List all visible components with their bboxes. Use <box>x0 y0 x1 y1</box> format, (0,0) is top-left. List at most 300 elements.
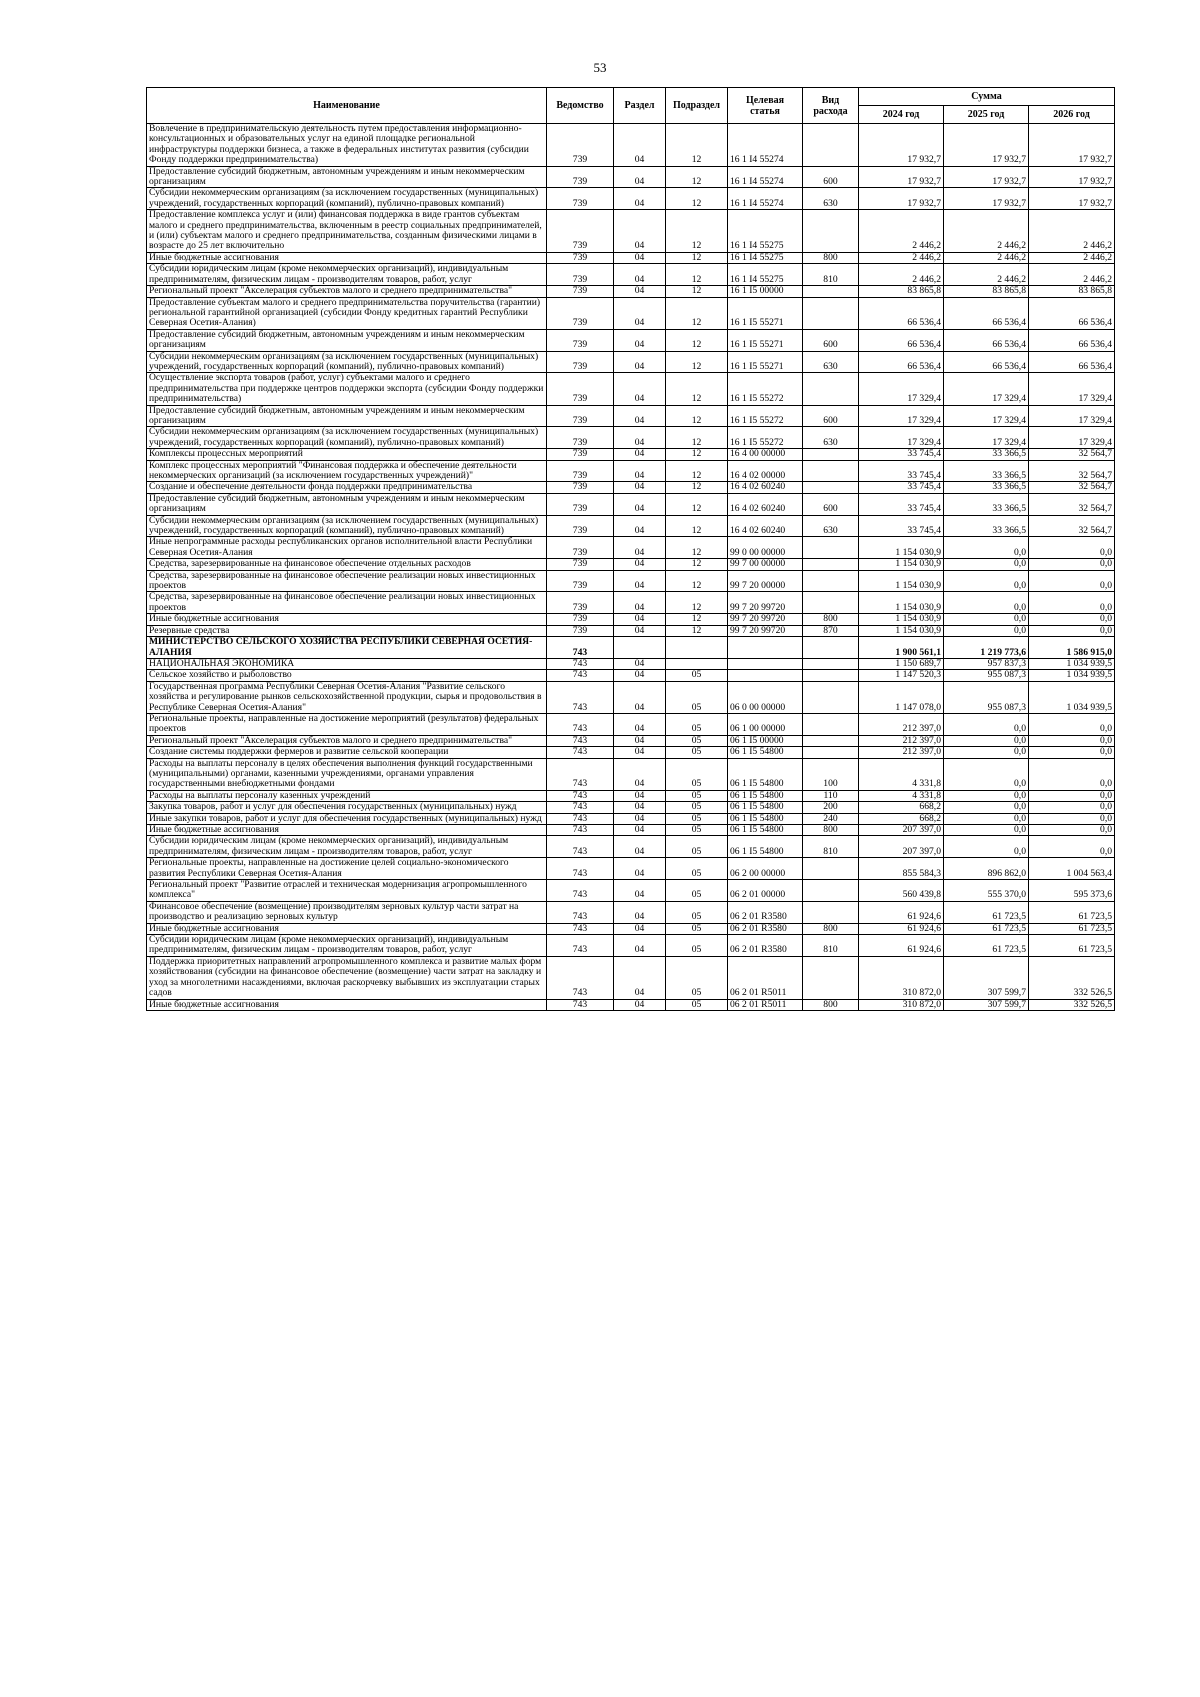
row-sum-2024: 212 397,0 <box>859 747 944 758</box>
row-dept: 739 <box>547 592 614 614</box>
table-row <box>147 880 1115 902</box>
row-subsection: 12 <box>666 405 728 427</box>
row-section: 04 <box>614 858 666 880</box>
row-sum-2024: 61 924,6 <box>859 923 944 934</box>
row-dept: 739 <box>547 329 614 351</box>
row-sum-2025: 307 599,7 <box>944 999 1029 1010</box>
row-dept: 743 <box>547 735 614 746</box>
row-sum-2025: 17 329,4 <box>944 405 1029 427</box>
row-target: 16 1 I5 00000 <box>728 286 803 297</box>
row-subsection: 05 <box>666 880 728 902</box>
row-dept: 743 <box>547 880 614 902</box>
row-sum-2026: 83 865,8 <box>1029 286 1115 297</box>
row-sum-2024: 17 329,4 <box>859 373 944 405</box>
row-subsection: 05 <box>666 713 728 735</box>
row-sum-2025: 0,0 <box>944 813 1029 824</box>
row-name: Сельское хозяйство и рыболовство <box>147 670 547 681</box>
row-sum-2026: 0,0 <box>1029 802 1115 813</box>
row-exptype: 110 <box>803 790 859 801</box>
row-target: 16 1 I5 55271 <box>728 297 803 329</box>
row-sum-2024: 33 745,4 <box>859 449 944 460</box>
row-sum-2026: 61 723,5 <box>1029 935 1115 957</box>
row-exptype: 810 <box>803 836 859 858</box>
row-exptype <box>803 681 859 713</box>
row-sum-2025: 0,0 <box>944 537 1029 559</box>
row-name: Иные бюджетные ассигнования <box>147 252 547 263</box>
row-sum-2025: 0,0 <box>944 802 1029 813</box>
row-sum-2026: 0,0 <box>1029 614 1115 625</box>
row-section: 04 <box>614 923 666 934</box>
row-name: Резервные средства <box>147 625 547 636</box>
row-name: Иные бюджетные ассигнования <box>147 923 547 934</box>
row-target: 16 1 I4 55275 <box>728 264 803 286</box>
row-target: 16 4 02 60240 <box>728 515 803 537</box>
row-exptype <box>803 124 859 167</box>
row-exptype <box>803 460 859 482</box>
row-subsection: 05 <box>666 999 728 1010</box>
row-target: 06 1 I5 54800 <box>728 813 803 824</box>
row-sum-2026: 32 564,7 <box>1029 460 1115 482</box>
row-sum-2025: 955 087,3 <box>944 681 1029 713</box>
header-row <box>147 88 1115 106</box>
row-sum-2024: 560 439,8 <box>859 880 944 902</box>
row-sum-2024: 66 536,4 <box>859 351 944 373</box>
page-number: 53 <box>593 60 607 75</box>
table-body <box>147 124 1115 1011</box>
row-target: 16 4 02 00000 <box>728 460 803 482</box>
table-row <box>147 405 1115 427</box>
row-dept: 743 <box>547 713 614 735</box>
row-sum-2024: 17 932,7 <box>859 188 944 210</box>
row-sum-2026: 17 932,7 <box>1029 166 1115 188</box>
row-section: 04 <box>614 405 666 427</box>
row-dept: 739 <box>547 286 614 297</box>
row-subsection: 12 <box>666 373 728 405</box>
row-target: 06 2 01 00000 <box>728 880 803 902</box>
table-row <box>147 449 1115 460</box>
row-section: 04 <box>614 449 666 460</box>
row-section: 04 <box>614 901 666 923</box>
row-section: 04 <box>614 286 666 297</box>
row-name: Иные бюджетные ассигнования <box>147 825 547 836</box>
row-sum-2026: 17 329,4 <box>1029 405 1115 427</box>
row-sum-2024: 4 331,8 <box>859 758 944 790</box>
table-row <box>147 460 1115 482</box>
row-sum-2025: 555 370,0 <box>944 880 1029 902</box>
table-row <box>147 264 1115 286</box>
budget-table <box>146 87 1115 1011</box>
row-subsection <box>666 658 728 669</box>
row-subsection: 05 <box>666 836 728 858</box>
row-name: Комплекс процессных мероприятий "Финансовая поддержка и обеспечение деятельности некоммерческих организаций (за исключением государственных учреждений)" <box>147 460 547 482</box>
row-sum-2024: 1 154 030,9 <box>859 592 944 614</box>
row-sum-2025: 0,0 <box>944 825 1029 836</box>
row-sum-2026: 595 373,6 <box>1029 880 1115 902</box>
row-dept: 743 <box>547 858 614 880</box>
row-sum-2026: 61 723,5 <box>1029 923 1115 934</box>
row-dept: 743 <box>547 813 614 824</box>
row-exptype <box>803 559 859 570</box>
row-sum-2026: 332 526,5 <box>1029 956 1115 999</box>
row-section: 04 <box>614 297 666 329</box>
row-subsection: 12 <box>666 515 728 537</box>
table-row <box>147 351 1115 373</box>
row-sum-2026: 0,0 <box>1029 836 1115 858</box>
row-sum-2025: 33 366,5 <box>944 449 1029 460</box>
row-sum-2025: 61 723,5 <box>944 935 1029 957</box>
row-exptype: 800 <box>803 614 859 625</box>
row-section: 04 <box>614 614 666 625</box>
row-subsection: 12 <box>666 625 728 636</box>
row-section: 04 <box>614 570 666 592</box>
row-subsection: 12 <box>666 351 728 373</box>
row-dept: 739 <box>547 515 614 537</box>
row-sum-2026: 0,0 <box>1029 747 1115 758</box>
row-sum-2026: 0,0 <box>1029 825 1115 836</box>
row-name: Средства, зарезервированные на финансовое обеспечение реализации новых инвестиционных проектов <box>147 592 547 614</box>
table-row <box>147 825 1115 836</box>
row-sum-2025: 17 329,4 <box>944 373 1029 405</box>
table-row <box>147 956 1115 999</box>
row-sum-2026: 0,0 <box>1029 537 1115 559</box>
row-exptype: 870 <box>803 625 859 636</box>
row-name: Субсидии юридическим лицам (кроме некоммерческих организаций), индивидуальным предпринимателям, физическим лицам - производителям товаров, работ, услуг <box>147 935 547 957</box>
row-sum-2025: 0,0 <box>944 614 1029 625</box>
row-exptype <box>803 637 859 659</box>
row-subsection: 05 <box>666 825 728 836</box>
row-dept: 743 <box>547 836 614 858</box>
table-row <box>147 735 1115 746</box>
row-sum-2026: 0,0 <box>1029 625 1115 636</box>
table-row <box>147 493 1115 515</box>
row-target: 06 1 I5 54800 <box>728 790 803 801</box>
row-target: 06 1 I5 54800 <box>728 758 803 790</box>
table-row <box>147 858 1115 880</box>
row-sum-2025: 17 932,7 <box>944 124 1029 167</box>
row-target: 06 1 I5 00000 <box>728 735 803 746</box>
header-name: Наименование <box>147 88 547 124</box>
row-exptype <box>803 880 859 902</box>
row-name: Средства, зарезервированные на финансовое обеспечение реализации новых инвестиционных проектов <box>147 570 547 592</box>
row-name: НАЦИОНАЛЬНАЯ ЭКОНОМИКА <box>147 658 547 669</box>
header-subsection: Подраздел <box>666 88 728 124</box>
header-2026: 2026 год <box>1029 106 1115 124</box>
row-dept: 739 <box>547 570 614 592</box>
row-sum-2025: 955 087,3 <box>944 670 1029 681</box>
table-row <box>147 935 1115 957</box>
table-row <box>147 482 1115 493</box>
row-subsection: 12 <box>666 592 728 614</box>
row-sum-2024: 33 745,4 <box>859 515 944 537</box>
row-dept: 739 <box>547 124 614 167</box>
row-target: 99 7 20 99720 <box>728 625 803 636</box>
row-subsection: 12 <box>666 252 728 263</box>
row-name: Региональные проекты, направленные на достижение мероприятий (результатов) федеральных проектов <box>147 713 547 735</box>
row-name: Региональный проект "Развитие отраслей и техническая модернизация агропромышленного комплекса" <box>147 880 547 902</box>
row-section: 04 <box>614 813 666 824</box>
row-section: 04 <box>614 713 666 735</box>
row-exptype <box>803 956 859 999</box>
table-row <box>147 210 1115 253</box>
table-row <box>147 713 1115 735</box>
row-section: 04 <box>614 124 666 167</box>
row-section: 04 <box>614 658 666 669</box>
row-exptype: 200 <box>803 802 859 813</box>
row-section: 04 <box>614 373 666 405</box>
row-exptype <box>803 658 859 669</box>
row-name: Средства, зарезервированные на финансовое обеспечение отдельных расходов <box>147 559 547 570</box>
row-target: 06 1 I5 54800 <box>728 836 803 858</box>
row-section: 04 <box>614 681 666 713</box>
header-sum: Сумма <box>859 88 1115 106</box>
row-target: 16 1 I5 55272 <box>728 373 803 405</box>
table-row <box>147 515 1115 537</box>
row-subsection: 12 <box>666 427 728 449</box>
row-target: 06 1 I5 54800 <box>728 802 803 813</box>
row-section: 04 <box>614 537 666 559</box>
row-sum-2026: 17 329,4 <box>1029 427 1115 449</box>
row-exptype: 810 <box>803 264 859 286</box>
row-sum-2024: 1 154 030,9 <box>859 570 944 592</box>
row-dept: 743 <box>547 999 614 1010</box>
row-exptype: 800 <box>803 825 859 836</box>
row-sum-2024: 61 924,6 <box>859 935 944 957</box>
row-exptype: 630 <box>803 188 859 210</box>
row-exptype <box>803 297 859 329</box>
row-section: 04 <box>614 264 666 286</box>
row-subsection: 12 <box>666 570 728 592</box>
row-sum-2025: 0,0 <box>944 790 1029 801</box>
row-sum-2026: 32 564,7 <box>1029 482 1115 493</box>
row-sum-2024: 207 397,0 <box>859 825 944 836</box>
row-name: Предоставление субсидий бюджетным, автономным учреждениям и иным некоммерческим организациям <box>147 166 547 188</box>
row-sum-2026: 32 564,7 <box>1029 515 1115 537</box>
row-sum-2026: 61 723,5 <box>1029 901 1115 923</box>
row-target: 99 7 20 99720 <box>728 614 803 625</box>
row-subsection: 12 <box>666 297 728 329</box>
row-subsection: 12 <box>666 460 728 482</box>
row-section: 04 <box>614 935 666 957</box>
row-sum-2025: 896 862,0 <box>944 858 1029 880</box>
row-exptype <box>803 735 859 746</box>
row-sum-2024: 83 865,8 <box>859 286 944 297</box>
row-sum-2024: 668,2 <box>859 813 944 824</box>
row-sum-2025: 17 932,7 <box>944 166 1029 188</box>
row-subsection: 12 <box>666 264 728 286</box>
row-dept: 743 <box>547 956 614 999</box>
header-2024: 2024 год <box>859 106 944 124</box>
row-dept: 739 <box>547 210 614 253</box>
row-name: Комплексы процессных мероприятий <box>147 449 547 460</box>
row-dept: 743 <box>547 901 614 923</box>
row-target: 16 1 I5 55271 <box>728 329 803 351</box>
row-sum-2024: 66 536,4 <box>859 329 944 351</box>
row-section: 04 <box>614 188 666 210</box>
row-target: 06 1 I5 54800 <box>728 747 803 758</box>
row-name: Субсидии юридическим лицам (кроме некоммерческих организаций), индивидуальным предпринимателям, физическим лицам - производителям товаров, работ, услуг <box>147 264 547 286</box>
row-sum-2026: 1 034 939,5 <box>1029 658 1115 669</box>
row-dept: 743 <box>547 923 614 934</box>
row-name: Региональный проект "Акселерация субъектов малого и среднего предпринимательства" <box>147 735 547 746</box>
row-dept: 743 <box>547 747 614 758</box>
row-sum-2025: 957 837,3 <box>944 658 1029 669</box>
row-exptype <box>803 592 859 614</box>
row-sum-2024: 212 397,0 <box>859 735 944 746</box>
row-dept: 739 <box>547 493 614 515</box>
row-exptype: 600 <box>803 493 859 515</box>
row-dept: 743 <box>547 637 614 659</box>
row-dept: 743 <box>547 935 614 957</box>
header-2025: 2025 год <box>944 106 1029 124</box>
row-sum-2026: 0,0 <box>1029 813 1115 824</box>
row-section: 04 <box>614 493 666 515</box>
row-section: 04 <box>614 836 666 858</box>
table-row <box>147 923 1115 934</box>
row-sum-2026: 66 536,4 <box>1029 329 1115 351</box>
row-target: 99 7 20 99720 <box>728 592 803 614</box>
row-section: 04 <box>614 482 666 493</box>
row-name: Осуществление экспорта товаров (работ, услуг) субъектами малого и среднего предпринимательства при поддержке центров поддержки экспорта (субсидии Фонду поддержки предпринимательства) <box>147 373 547 405</box>
row-sum-2026: 66 536,4 <box>1029 351 1115 373</box>
row-name: Предоставление субъектам малого и среднего предпринимательства поручительства (гарантии) региональной гарантийной организацией (субсидии Фонду кредитных гарантий Республики Северная Осетия-Алания) <box>147 297 547 329</box>
row-sum-2024: 17 329,4 <box>859 427 944 449</box>
row-target: 16 1 I5 55271 <box>728 351 803 373</box>
table-row <box>147 637 1115 659</box>
row-sum-2026: 32 564,7 <box>1029 493 1115 515</box>
row-subsection <box>666 637 728 659</box>
row-sum-2026: 0,0 <box>1029 559 1115 570</box>
table-row <box>147 836 1115 858</box>
row-dept: 739 <box>547 373 614 405</box>
row-name: Предоставление субсидий бюджетным, автономным учреждениям и иным некоммерческим организациям <box>147 493 547 515</box>
row-subsection: 05 <box>666 758 728 790</box>
row-name: Создание и обеспечение деятельности фонда поддержки предпринимательства <box>147 482 547 493</box>
row-section: 04 <box>614 802 666 813</box>
row-subsection: 05 <box>666 670 728 681</box>
row-subsection: 05 <box>666 681 728 713</box>
row-sum-2025: 33 366,5 <box>944 515 1029 537</box>
row-target: 06 1 00 00000 <box>728 713 803 735</box>
row-subsection: 05 <box>666 923 728 934</box>
row-subsection: 12 <box>666 537 728 559</box>
row-section: 04 <box>614 625 666 636</box>
row-sum-2026: 332 526,5 <box>1029 999 1115 1010</box>
row-sum-2026: 1 004 563,4 <box>1029 858 1115 880</box>
table-row <box>147 625 1115 636</box>
row-sum-2026: 17 329,4 <box>1029 373 1115 405</box>
row-sum-2026: 2 446,2 <box>1029 252 1115 263</box>
row-sum-2025: 0,0 <box>944 592 1029 614</box>
row-subsection: 05 <box>666 901 728 923</box>
row-sum-2024: 1 154 030,9 <box>859 614 944 625</box>
row-sum-2024: 17 329,4 <box>859 405 944 427</box>
table-row <box>147 329 1115 351</box>
row-exptype: 800 <box>803 999 859 1010</box>
row-dept: 743 <box>547 658 614 669</box>
row-sum-2025: 17 932,7 <box>944 188 1029 210</box>
row-dept: 739 <box>547 559 614 570</box>
row-target: 16 1 I5 55272 <box>728 405 803 427</box>
row-dept: 739 <box>547 405 614 427</box>
row-target: 06 2 00 00000 <box>728 858 803 880</box>
row-sum-2025: 61 723,5 <box>944 923 1029 934</box>
row-sum-2026: 0,0 <box>1029 713 1115 735</box>
row-target: 16 4 00 00000 <box>728 449 803 460</box>
row-exptype <box>803 537 859 559</box>
row-sum-2024: 1 154 030,9 <box>859 625 944 636</box>
row-exptype <box>803 858 859 880</box>
row-section: 04 <box>614 252 666 263</box>
row-section: 04 <box>614 427 666 449</box>
row-name: Предоставление субсидий бюджетным, автономным учреждениям и иным некоммерческим организациям <box>147 329 547 351</box>
row-dept: 739 <box>547 449 614 460</box>
row-name: Региональные проекты, направленные на достижение целей социально-экономического развития Республики Северная Осетия-Алания <box>147 858 547 880</box>
row-sum-2026: 17 932,7 <box>1029 124 1115 167</box>
row-sum-2025: 2 446,2 <box>944 252 1029 263</box>
row-name: Финансовое обеспечение (возмещение) производителям зерновых культур части затрат на производство и реализацию зерновых культур <box>147 901 547 923</box>
row-dept: 739 <box>547 264 614 286</box>
row-subsection: 12 <box>666 449 728 460</box>
row-dept: 739 <box>547 297 614 329</box>
table-row <box>147 124 1115 167</box>
row-sum-2026: 17 932,7 <box>1029 188 1115 210</box>
table-row <box>147 559 1115 570</box>
row-exptype: 810 <box>803 935 859 957</box>
table-row <box>147 537 1115 559</box>
row-sum-2026: 0,0 <box>1029 735 1115 746</box>
row-exptype: 600 <box>803 329 859 351</box>
row-exptype: 630 <box>803 515 859 537</box>
row-subsection: 12 <box>666 286 728 297</box>
row-exptype <box>803 670 859 681</box>
table-row <box>147 758 1115 790</box>
row-dept: 743 <box>547 670 614 681</box>
row-sum-2024: 1 154 030,9 <box>859 537 944 559</box>
row-dept: 739 <box>547 166 614 188</box>
row-sum-2026: 1 034 939,5 <box>1029 681 1115 713</box>
row-section: 04 <box>614 956 666 999</box>
row-sum-2026: 0,0 <box>1029 592 1115 614</box>
row-name: Закупка товаров, работ и услуг для обеспечения государственных (муниципальных) нужд <box>147 802 547 813</box>
row-sum-2024: 1 147 078,0 <box>859 681 944 713</box>
row-section: 04 <box>614 166 666 188</box>
row-sum-2024: 17 932,7 <box>859 124 944 167</box>
row-section: 04 <box>614 790 666 801</box>
row-dept: 739 <box>547 625 614 636</box>
row-name: Иные бюджетные ассигнования <box>147 614 547 625</box>
row-exptype <box>803 373 859 405</box>
row-exptype: 600 <box>803 166 859 188</box>
row-sum-2025: 66 536,4 <box>944 297 1029 329</box>
row-name: Субсидии некоммерческим организациям (за исключением государственных (муниципальных) учреждений, государственных корпораций (компаний), публично-правовых компаний) <box>147 351 547 373</box>
row-subsection: 12 <box>666 329 728 351</box>
row-sum-2026: 0,0 <box>1029 758 1115 790</box>
row-exptype <box>803 901 859 923</box>
row-target: 06 0 00 00000 <box>728 681 803 713</box>
table-row <box>147 802 1115 813</box>
row-target: 16 1 I4 55275 <box>728 252 803 263</box>
row-exptype: 600 <box>803 405 859 427</box>
row-name: Поддержка приоритетных направлений агропромышленного комплекса и развитие малых форм хозяйствования (субсидии на финансовое обеспечение (возмещение) части затрат на закладку и уход за многолетними насаждениями, включая раскорчевку выбывших из эксплуатации старых садов <box>147 956 547 999</box>
row-sum-2024: 2 446,2 <box>859 264 944 286</box>
row-name: Расходы на выплаты персоналу в целях обеспечения выполнения функций государственными (муниципальными) органами, казенными учреждениями, органами управления государственными внебюджетными фондами <box>147 758 547 790</box>
header-dept: Ведомство <box>547 88 614 124</box>
row-target: 06 1 I5 54800 <box>728 825 803 836</box>
row-sum-2025: 0,0 <box>944 747 1029 758</box>
table-row <box>147 813 1115 824</box>
row-sum-2024: 4 331,8 <box>859 790 944 801</box>
row-sum-2024: 310 872,0 <box>859 956 944 999</box>
